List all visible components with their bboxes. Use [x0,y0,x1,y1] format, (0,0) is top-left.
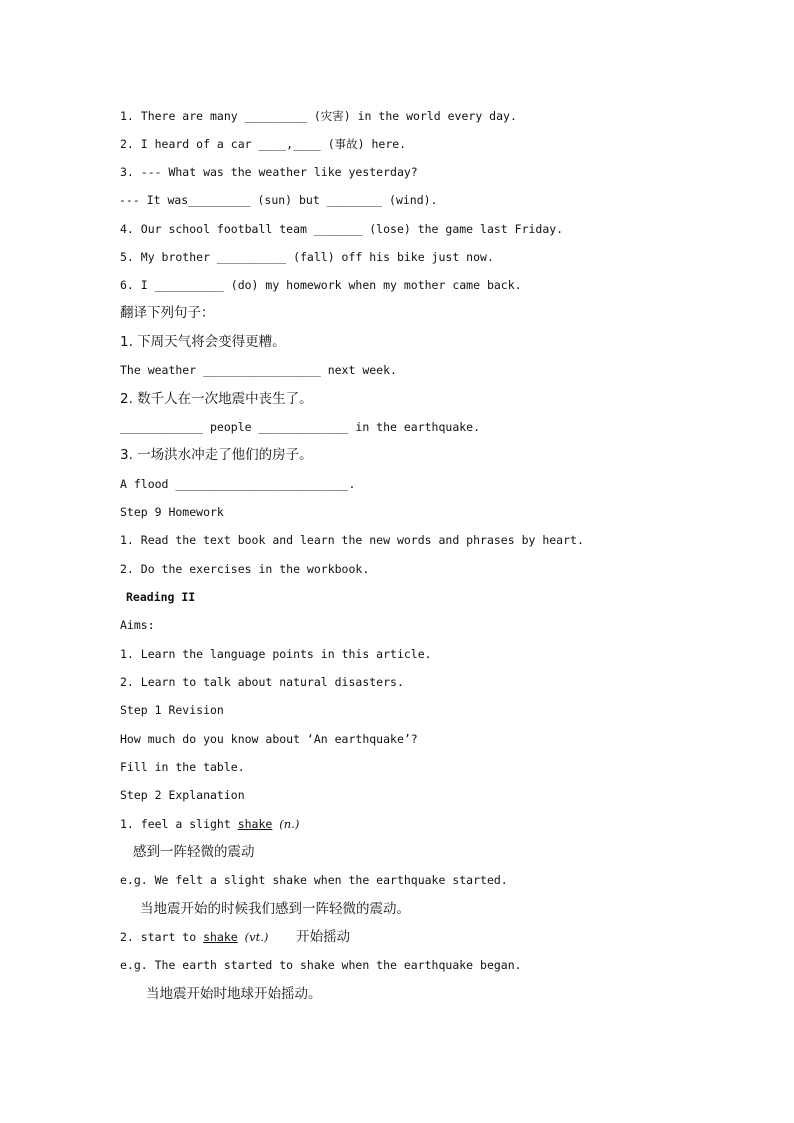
exercise-question-5: 5. My brother __________ (fall) off his bike just now. [120,250,494,264]
point-2-example: e.g. The earth started to shake when the earthquake began. [120,958,522,972]
step-1-heading: Step 1 Revision [120,703,224,717]
exercise-question-1: 1. There are many _________ (灾害) in the world every day. [120,109,517,123]
point-1-translation: 感到一阵轻微的震动 [133,844,255,860]
point-2-example-translation: 当地震开始时地球开始摇动。 [146,986,322,1002]
translation-sentence-1-en: The weather _________________ next week. [120,363,397,377]
point-2-translation: 开始摇动 [296,929,351,945]
aim-1: 1. Learn the language points in this article. [120,647,432,661]
translation-sentence-3-en: A flood _________________________. [120,477,356,491]
point-2-keyword: shake [203,930,238,944]
exercise-question-2: 2. I heard of a car ____,____ (事故) here. [120,137,407,151]
exercise-question-4: 4. Our school football team _______ (lose) the game last Friday. [120,222,564,236]
explanation-point-1 [120,816,299,832]
explanation-point-2 [120,929,350,945]
point-1-prefix: 1. feel a slight [120,817,238,831]
aim-2: 2. Learn to talk about natural disasters. [120,675,404,689]
fill-table-instruction: Fill in the table. [120,760,245,774]
revision-question: How much do you know about ‘An earthquake’? [120,732,418,746]
point-2-part-of-speech: (vt.) [244,930,269,944]
exercise-question-6: 6. I __________ (do) my homework when my mother came back. [120,278,522,292]
point-2-prefix: 2. start to [120,930,204,944]
translation-sentence-1-zh: 1. 下周天气将会变得更糟。 [120,334,286,350]
exercise-question-3: 3. --- What was the weather like yesterday? [120,165,418,179]
translation-sentence-2-zh: 2. 数千人在一次地震中丧生了。 [120,391,313,407]
homework-item-2: 2. Do the exercises in the workbook. [120,562,370,576]
exercise-question-3-answer: --- It was_________ (sun) but ________ (wind). [119,193,438,207]
homework-item-1: 1. Read the text book and learn the new words and phrases by heart. [120,533,584,547]
point-1-part-of-speech: (n.) [279,817,300,831]
point-1-example-translation: 当地震开始的时候我们感到一阵轻微的震动。 [140,901,410,917]
translation-sentence-2-en: ____________ people _____________ in the earthquake. [120,420,481,434]
translation-sentence-3-zh: 3. 一场洪水冲走了他们的房子。 [120,447,313,463]
reading-title: Reading II [126,590,196,604]
translation-heading: 翻译下列句子： [120,305,215,321]
point-1-keyword: shake [237,817,273,831]
step-2-heading: Step 2 Explanation [120,788,245,802]
homework-heading: Step 9 Homework [120,505,224,519]
aims-label: Aims: [120,618,155,632]
point-1-example: e.g. We felt a slight shake when the earthquake started. [120,873,508,887]
